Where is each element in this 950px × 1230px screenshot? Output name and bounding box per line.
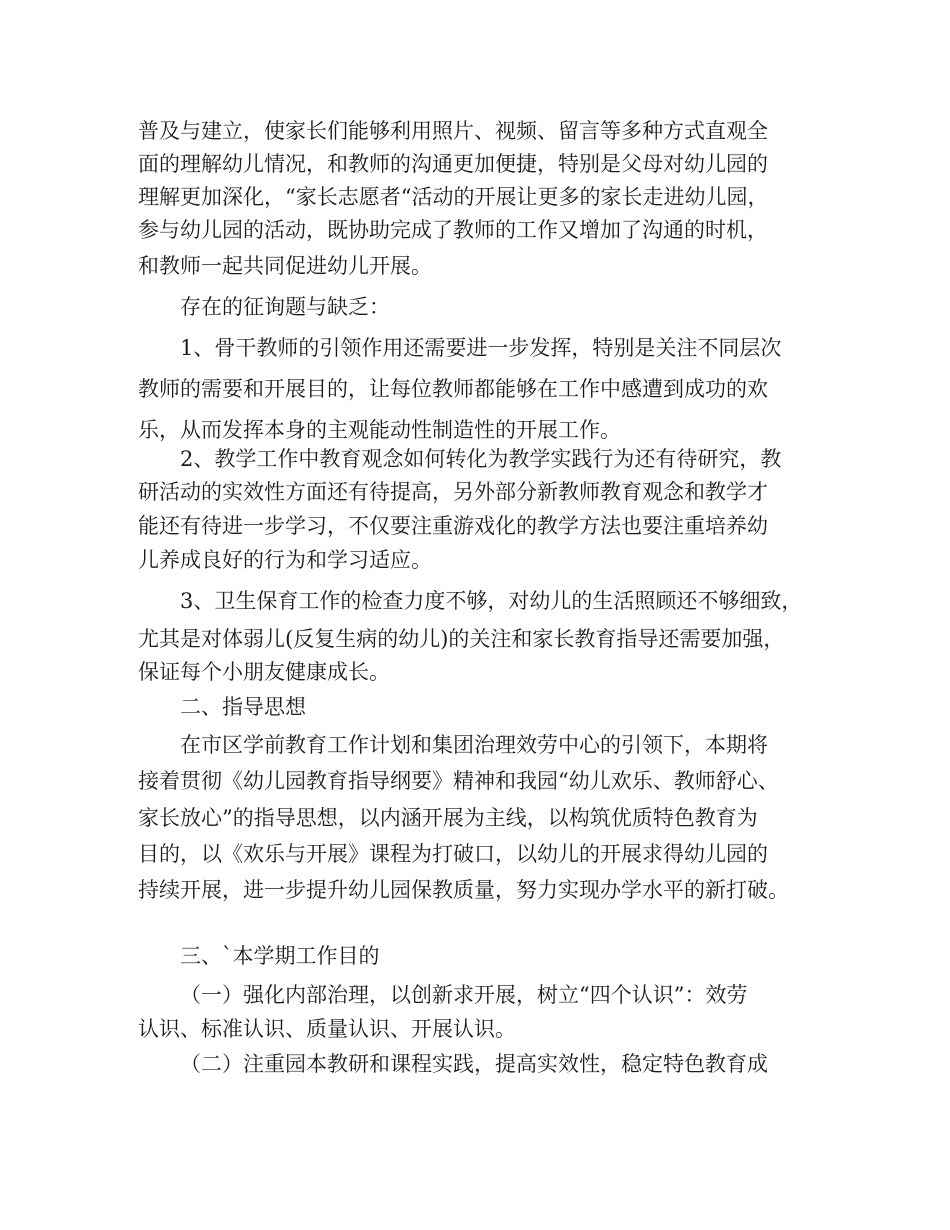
paragraph-line: 研活动的实效性方面还有待提高，另外部分新教师教育观念和教学才 — [138, 480, 768, 504]
paragraph-line: 认识、标准认识、质量认识、开展认识。 — [138, 1017, 516, 1041]
paragraph-line: 能还有待进一步学习，不仅要注重游戏化的教学方法也要注重培养幼 — [138, 514, 768, 538]
section-heading: 存在的征询题与缺乏： — [180, 295, 390, 319]
paragraph-line: 在市区学前教育工作计划和集团治理效劳中心的引领下，本期将 — [180, 733, 768, 757]
paragraph-line: 保证每个小朋友健康成长。 — [138, 660, 390, 684]
paragraph-line: 和教师一起共同促进幼儿开展。 — [138, 254, 432, 278]
paragraph-line: （二）注重园本教研和课程实践，提高实效性，稳定特色教育成 — [180, 1052, 768, 1076]
paragraph-line: 目的，以《欢乐与开展》课程为打破口，以幼儿的开展求得幼儿园的 — [138, 842, 768, 866]
paragraph-line: 持续开展，进一步提升幼儿园保教质量，努力实现办学水平的新打破。 — [138, 878, 789, 902]
paragraph-line: 3、卫生保育工作的检查力度不够，对幼儿的生活照顾还不够细致， — [180, 589, 803, 613]
section-heading: 三、`本学期工作目的 — [180, 944, 380, 968]
paragraph-line: （一）强化内部治理，以创新求开展，树立“四个认识”：效劳 — [180, 983, 748, 1007]
paragraph-line: 1、骨干教师的引领作用还需要进一步发挥，特别是关注不同层次 — [180, 336, 782, 360]
paragraph-line: 面的理解幼儿情况，和教师的沟通更加便捷，特别是父母对幼儿园的 — [138, 152, 768, 176]
paragraph-line: 2、教学工作中教育观念如何转化为教学实践行为还有待研究，教 — [180, 447, 782, 471]
paragraph-line: 尤其是对体弱儿(反复生病的幼儿)的关注和家长教育指导还需要加强， — [138, 627, 785, 651]
paragraph-line: 儿养成良好的行为和学习适应。 — [138, 548, 432, 572]
paragraph-line: 家长放心”的指导思想，以内涵开展为主线，以构筑优质特色教育为 — [138, 806, 758, 830]
paragraph-line: 乐，从而发挥本身的主观能动性制造性的开展工作。 — [138, 418, 621, 442]
section-heading: 二、指导思想 — [180, 695, 306, 719]
paragraph-line: 接着贯彻《幼儿园教育指导纲要》精神和我园“幼儿欢乐、教师舒心、 — [138, 769, 779, 793]
paragraph-line: 教师的需要和开展目的，让每位教师都能够在工作中感遭到成功的欢 — [138, 377, 768, 401]
paragraph-line: 普及与建立，使家长们能够利用照片、视频、留言等多种方式直观全 — [138, 119, 768, 143]
paragraph-line: 理解更加深化，“家长志愿者“活动的开展让更多的家长走进幼儿园， — [138, 185, 769, 209]
paragraph-line: 参与幼儿园的活动，既协助完成了教师的工作又增加了沟通的时机， — [138, 218, 768, 242]
